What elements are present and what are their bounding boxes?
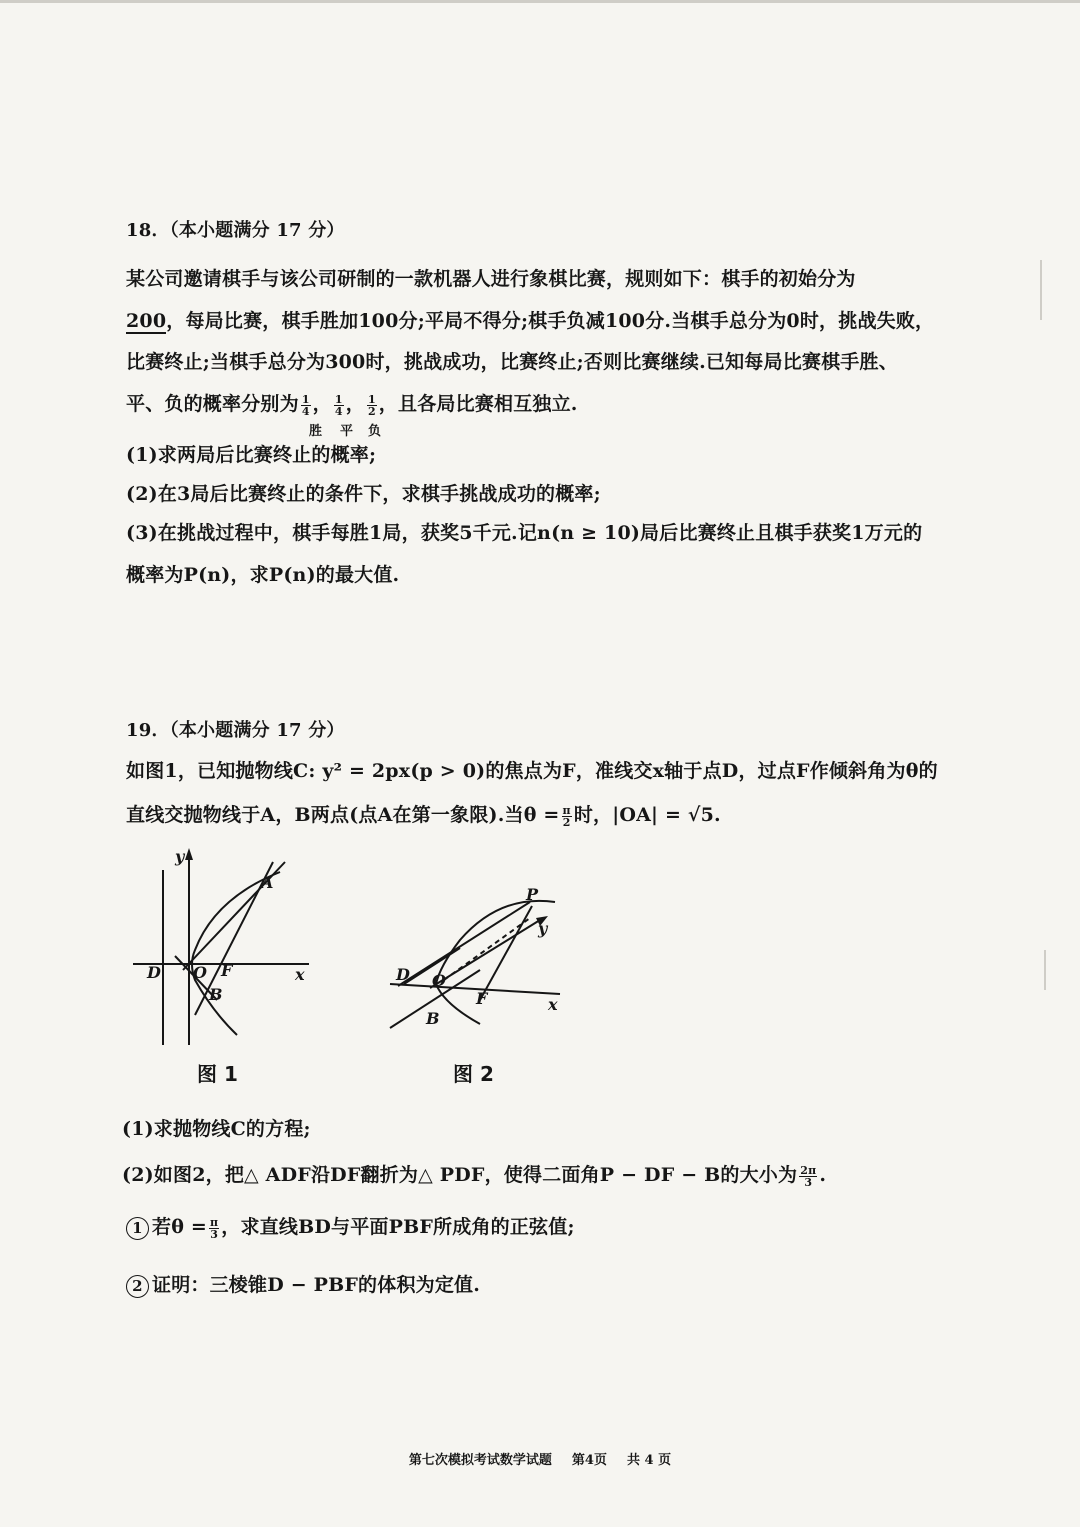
fig2-label-F: F xyxy=(476,989,488,1008)
fig2-label-y: y xyxy=(538,919,548,938)
fig2-label-x: x xyxy=(548,995,558,1014)
q19-frac-pi3: $\frac{\pi}{3}$ xyxy=(210,1215,219,1241)
page-footer xyxy=(0,1449,1080,1468)
fig2-label-B: B xyxy=(426,1009,440,1028)
x-axis xyxy=(390,984,560,994)
figure-1-svg xyxy=(125,840,325,1052)
figure-1 xyxy=(125,840,325,1056)
q19-sub2 xyxy=(126,1270,480,1298)
footer-page-number: 第4页 xyxy=(571,1453,607,1468)
fig1-label-x: x xyxy=(295,965,305,984)
q18-line2 xyxy=(126,306,934,333)
q18-frac-win: $\frac{1}{4}$ xyxy=(301,392,310,418)
fig1-label-y: y xyxy=(175,847,185,866)
q19-title: 19．（本小题满分 17 分） xyxy=(126,720,345,741)
q18-part3-line2: 概率为P(n)，求P(n)的最大值. xyxy=(126,564,400,586)
figure-2-svg xyxy=(380,876,580,1036)
q18-frac-draw: $\frac{1}{4}$ xyxy=(334,392,343,418)
footer-title: 第七次模拟考试数学试题 xyxy=(408,1453,552,1468)
q18-part3-line1: (3)在挑战过程中，棋手每胜1局，获奖5千元.记n(n ≥ 10)局后比赛终止且棋手获奖1万元的 xyxy=(126,522,923,544)
figure-1-caption: 图 1 xyxy=(197,1062,238,1086)
fig2-label-O: O xyxy=(432,971,446,990)
q18-line2-text: ，每局比赛，棋手胜加100分;平局不得分;棋手负减100分.当棋手总分为0时，挑战失败， xyxy=(166,310,935,332)
fig1-label-B: B xyxy=(209,985,223,1004)
q18-sep2: ， xyxy=(345,393,365,415)
fig1-label-O: O xyxy=(193,963,207,982)
q18-line1: 某公司邀请棋手与该公司研制的一款机器人进行象棋比赛，规则如下：棋手的初始分为 xyxy=(126,268,856,290)
q19-line1: 如图1，已知抛物线C: y² = 2px(p > 0)的焦点为F，准线交x轴于点D，过点F作倾斜角为θ的 xyxy=(126,760,938,782)
q18-initial-score: 200 xyxy=(126,310,167,332)
q18-part2: (2)在3局后比赛终止的条件下，求棋手挑战成功的概率; xyxy=(126,483,601,505)
q18-part1: (1)求两局后比赛终止的概率; xyxy=(126,444,377,466)
q19-sub1-end: ，求直线BD与平面PBF所成角的正弦值; xyxy=(221,1216,575,1238)
fig1-label-D: D xyxy=(147,963,161,982)
q19-frac-pi2: $\frac{\pi}{2}$ xyxy=(562,803,571,829)
q19-frac-2pi3: $\frac{2\pi}{3}$ xyxy=(800,1163,817,1189)
q18-sep1: ， xyxy=(312,393,332,415)
q19-sub2-text: 证明：三棱锥D − PBF的体积为定值. xyxy=(152,1274,481,1296)
q18-title: 18．（本小题满分 17 分） xyxy=(126,220,345,241)
q19-part2 xyxy=(122,1160,826,1188)
note-draw: 平 xyxy=(340,424,354,439)
fig2-label-P: P xyxy=(526,885,539,904)
fig1-label-A: A xyxy=(261,873,274,892)
q18-line3: 比赛终止;当棋手总分为300时，挑战成功，比赛终止;否则比赛继续.已知每局比赛棋手胜、 xyxy=(126,351,898,373)
q19-line2-end: 时，|OA| = √5. xyxy=(573,804,721,826)
footer-total-pages: 共 4 页 xyxy=(626,1453,672,1468)
q19-line2-text: 直线交抛物线于A，B两点(点A在第一象限).当θ = xyxy=(126,804,560,826)
figure-2 xyxy=(380,876,580,1040)
q18-line4 xyxy=(126,389,578,417)
figure-2-caption: 图 2 xyxy=(453,1062,494,1086)
q18-frac-lose: $\frac{1}{2}$ xyxy=(367,392,376,418)
note-lose: 负 xyxy=(368,424,382,439)
q19-sub1-text: 若θ = xyxy=(152,1216,208,1238)
q19-part1: (1)求抛物线C的方程; xyxy=(122,1118,311,1140)
circled-number-1: 1 xyxy=(126,1217,149,1240)
note-win: 胜 xyxy=(309,424,323,439)
q18-line4-end: ，且各局比赛相互独立. xyxy=(378,393,578,415)
scan-mark xyxy=(1040,260,1042,320)
circled-number-2: 2 xyxy=(126,1275,149,1298)
scan-mark xyxy=(1044,950,1046,990)
q19-part2-end: . xyxy=(819,1164,827,1186)
q19-sub1 xyxy=(126,1212,575,1240)
fig2-label-D: D xyxy=(396,965,410,984)
q18-line4-text: 平、负的概率分别为 xyxy=(126,393,299,415)
scan-edge xyxy=(0,0,1080,3)
q19-part2-text: (2)如图2，把△ ADF沿DF翻折为△ PDF，使得二面角P − DF − B的大小为 xyxy=(122,1164,798,1186)
fig1-label-F: F xyxy=(221,961,233,980)
q19-line2 xyxy=(126,800,721,828)
parabola xyxy=(192,872,280,1035)
